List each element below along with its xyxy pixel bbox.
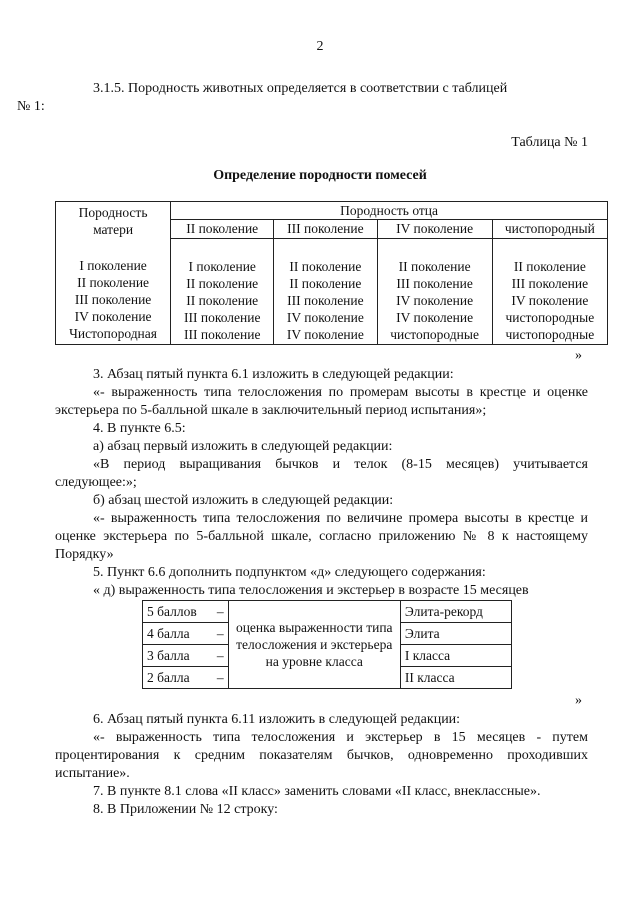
score-label: 2 балла: [147, 669, 190, 685]
score-label: 4 балла: [147, 625, 190, 641]
table-cell: III поколение: [183, 309, 261, 325]
column-pure-cell: [492, 238, 607, 344]
mother-header-line-1: Породность: [78, 205, 148, 220]
table-cell: чистопородные: [390, 326, 479, 342]
table-cell: IV поколение: [396, 292, 474, 308]
table-cell: I поколение: [188, 258, 256, 274]
intro-line-1: 3.1.5. Породность животных определяется в соответствии с таблицей: [93, 81, 508, 96]
intro-paragraph: [17, 80, 588, 116]
paragraph-4b-quote: «- выраженность типа телосложения по величине промера высоты в крестце и оценке экстерьера по 5-балльной шкале, согласно приложению № 8 к настоящему Порядку»: [55, 511, 588, 562]
paragraph-5-quote: « д) выраженность типа телосложения и экстерьер в возрасте 15 месяцев: [93, 583, 529, 598]
table-cell: IV поколение: [286, 309, 364, 325]
subheader-pure: чистопородный: [492, 220, 607, 238]
breeds-header-row: [56, 202, 608, 220]
table-cell: III поколение: [287, 292, 364, 308]
class-cell: I класса: [400, 645, 511, 667]
mother-header-line-2: матери: [93, 222, 134, 237]
table-cell: IV поколение: [286, 326, 364, 342]
subheader-iv: IV поколение: [377, 220, 492, 238]
paragraph-4a: а) абзац первый изложить в следующей редакции:: [93, 439, 393, 454]
table-cell: II поколение: [186, 292, 259, 308]
table-cell: II поколение: [289, 275, 362, 291]
intro-line-2: № 1:: [17, 99, 45, 114]
table-cell: II поколение: [513, 258, 586, 274]
paragraph-4b: б) абзац шестой изложить в следующей редакции:: [93, 493, 394, 508]
table-cell: чистопородные: [505, 309, 595, 325]
closing-quote: »: [575, 693, 582, 708]
subheader-ii: II поколение: [171, 220, 274, 238]
score-cell: [143, 623, 229, 645]
table-cell: II поколение: [398, 258, 471, 274]
column-iii-cell: [274, 238, 377, 344]
score-cell: [143, 645, 229, 667]
paragraph-4a-quote: «В период выращивания бычков и телок (8-15 месяцев) учитывается следующее:»;: [55, 457, 588, 490]
table-cell: III поколение: [396, 275, 473, 291]
table-cell: III поколение: [183, 326, 261, 342]
paragraph-3: 3. Абзац пятый пункта 6.1 изложить в следующей редакции:: [93, 367, 454, 382]
mother-value: IV поколение: [74, 309, 152, 324]
mother-value: Чистопородная: [69, 326, 157, 341]
table-cell: II поколение: [289, 258, 362, 274]
mother-header: [56, 202, 171, 239]
paragraph-5: 5. Пункт 6.6 дополнить подпунктом «д» следующего содержания:: [93, 565, 486, 580]
dash: –: [216, 603, 224, 619]
table-cell: чистопородные: [505, 326, 595, 342]
class-cell: Элита-рекорд: [400, 601, 511, 623]
paragraph-3-quote: «- выраженность типа телосложения по промерам высоты в крестце и оценке экстерьера по 5-балльной шкале в заключительный период испытания»;: [55, 385, 588, 418]
subheader-iii: III поколение: [274, 220, 377, 238]
breeds-body-row: [56, 238, 608, 344]
score-cell: [143, 667, 229, 689]
mother-values-cell: [56, 238, 171, 344]
breeds-table: [55, 201, 608, 345]
class-cell: II класса: [400, 667, 511, 689]
class-cell: Элита: [400, 623, 511, 645]
column-ii-cell: [171, 238, 274, 344]
grade-row: [143, 601, 512, 623]
amendments-block-2: [55, 711, 588, 819]
paragraph-7: 7. В пункте 8.1 слова «II класс» заменить словами «II класс, внеклассные».: [93, 784, 541, 799]
paragraph-6-quote: «- выраженность типа телосложения и экстерьер в 15 месяцев - путем процентирования к средним показателям бычков, одновременно проходивших испытание».: [55, 730, 588, 781]
score-label: 5 баллов: [147, 603, 197, 619]
paragraph-6: 6. Абзац пятый пункта 6.11 изложить в следующей редакции:: [93, 712, 461, 727]
amendments-block: [55, 366, 588, 600]
grade-description: оценка выраженности типа телосложения и экстерьера на уровне класса: [228, 601, 400, 689]
score-cell: [143, 601, 229, 623]
father-header: Породность отца: [171, 202, 608, 220]
dash: –: [216, 625, 224, 641]
table-cell: IV поколение: [511, 292, 589, 308]
table-title: Определение породности помесей: [213, 168, 427, 183]
table-cell: II поколение: [186, 275, 259, 291]
page-number: 2: [316, 39, 324, 54]
score-label: 3 балла: [147, 647, 190, 663]
mother-value: II поколение: [77, 275, 150, 290]
table-reference: Таблица № 1: [511, 135, 588, 150]
mother-value: I поколение: [79, 258, 147, 273]
mother-value: III поколение: [74, 292, 152, 307]
closing-quote: »: [575, 348, 582, 363]
grades-table: [142, 600, 512, 689]
dash: –: [216, 669, 224, 685]
table-cell: IV поколение: [396, 309, 474, 325]
column-iv-cell: [377, 238, 492, 344]
dash: –: [216, 647, 224, 663]
paragraph-4: 4. В пункте 6.5:: [93, 421, 186, 436]
paragraph-8: 8. В Приложении № 12 строку:: [93, 802, 278, 817]
table-cell: III поколение: [511, 275, 589, 291]
